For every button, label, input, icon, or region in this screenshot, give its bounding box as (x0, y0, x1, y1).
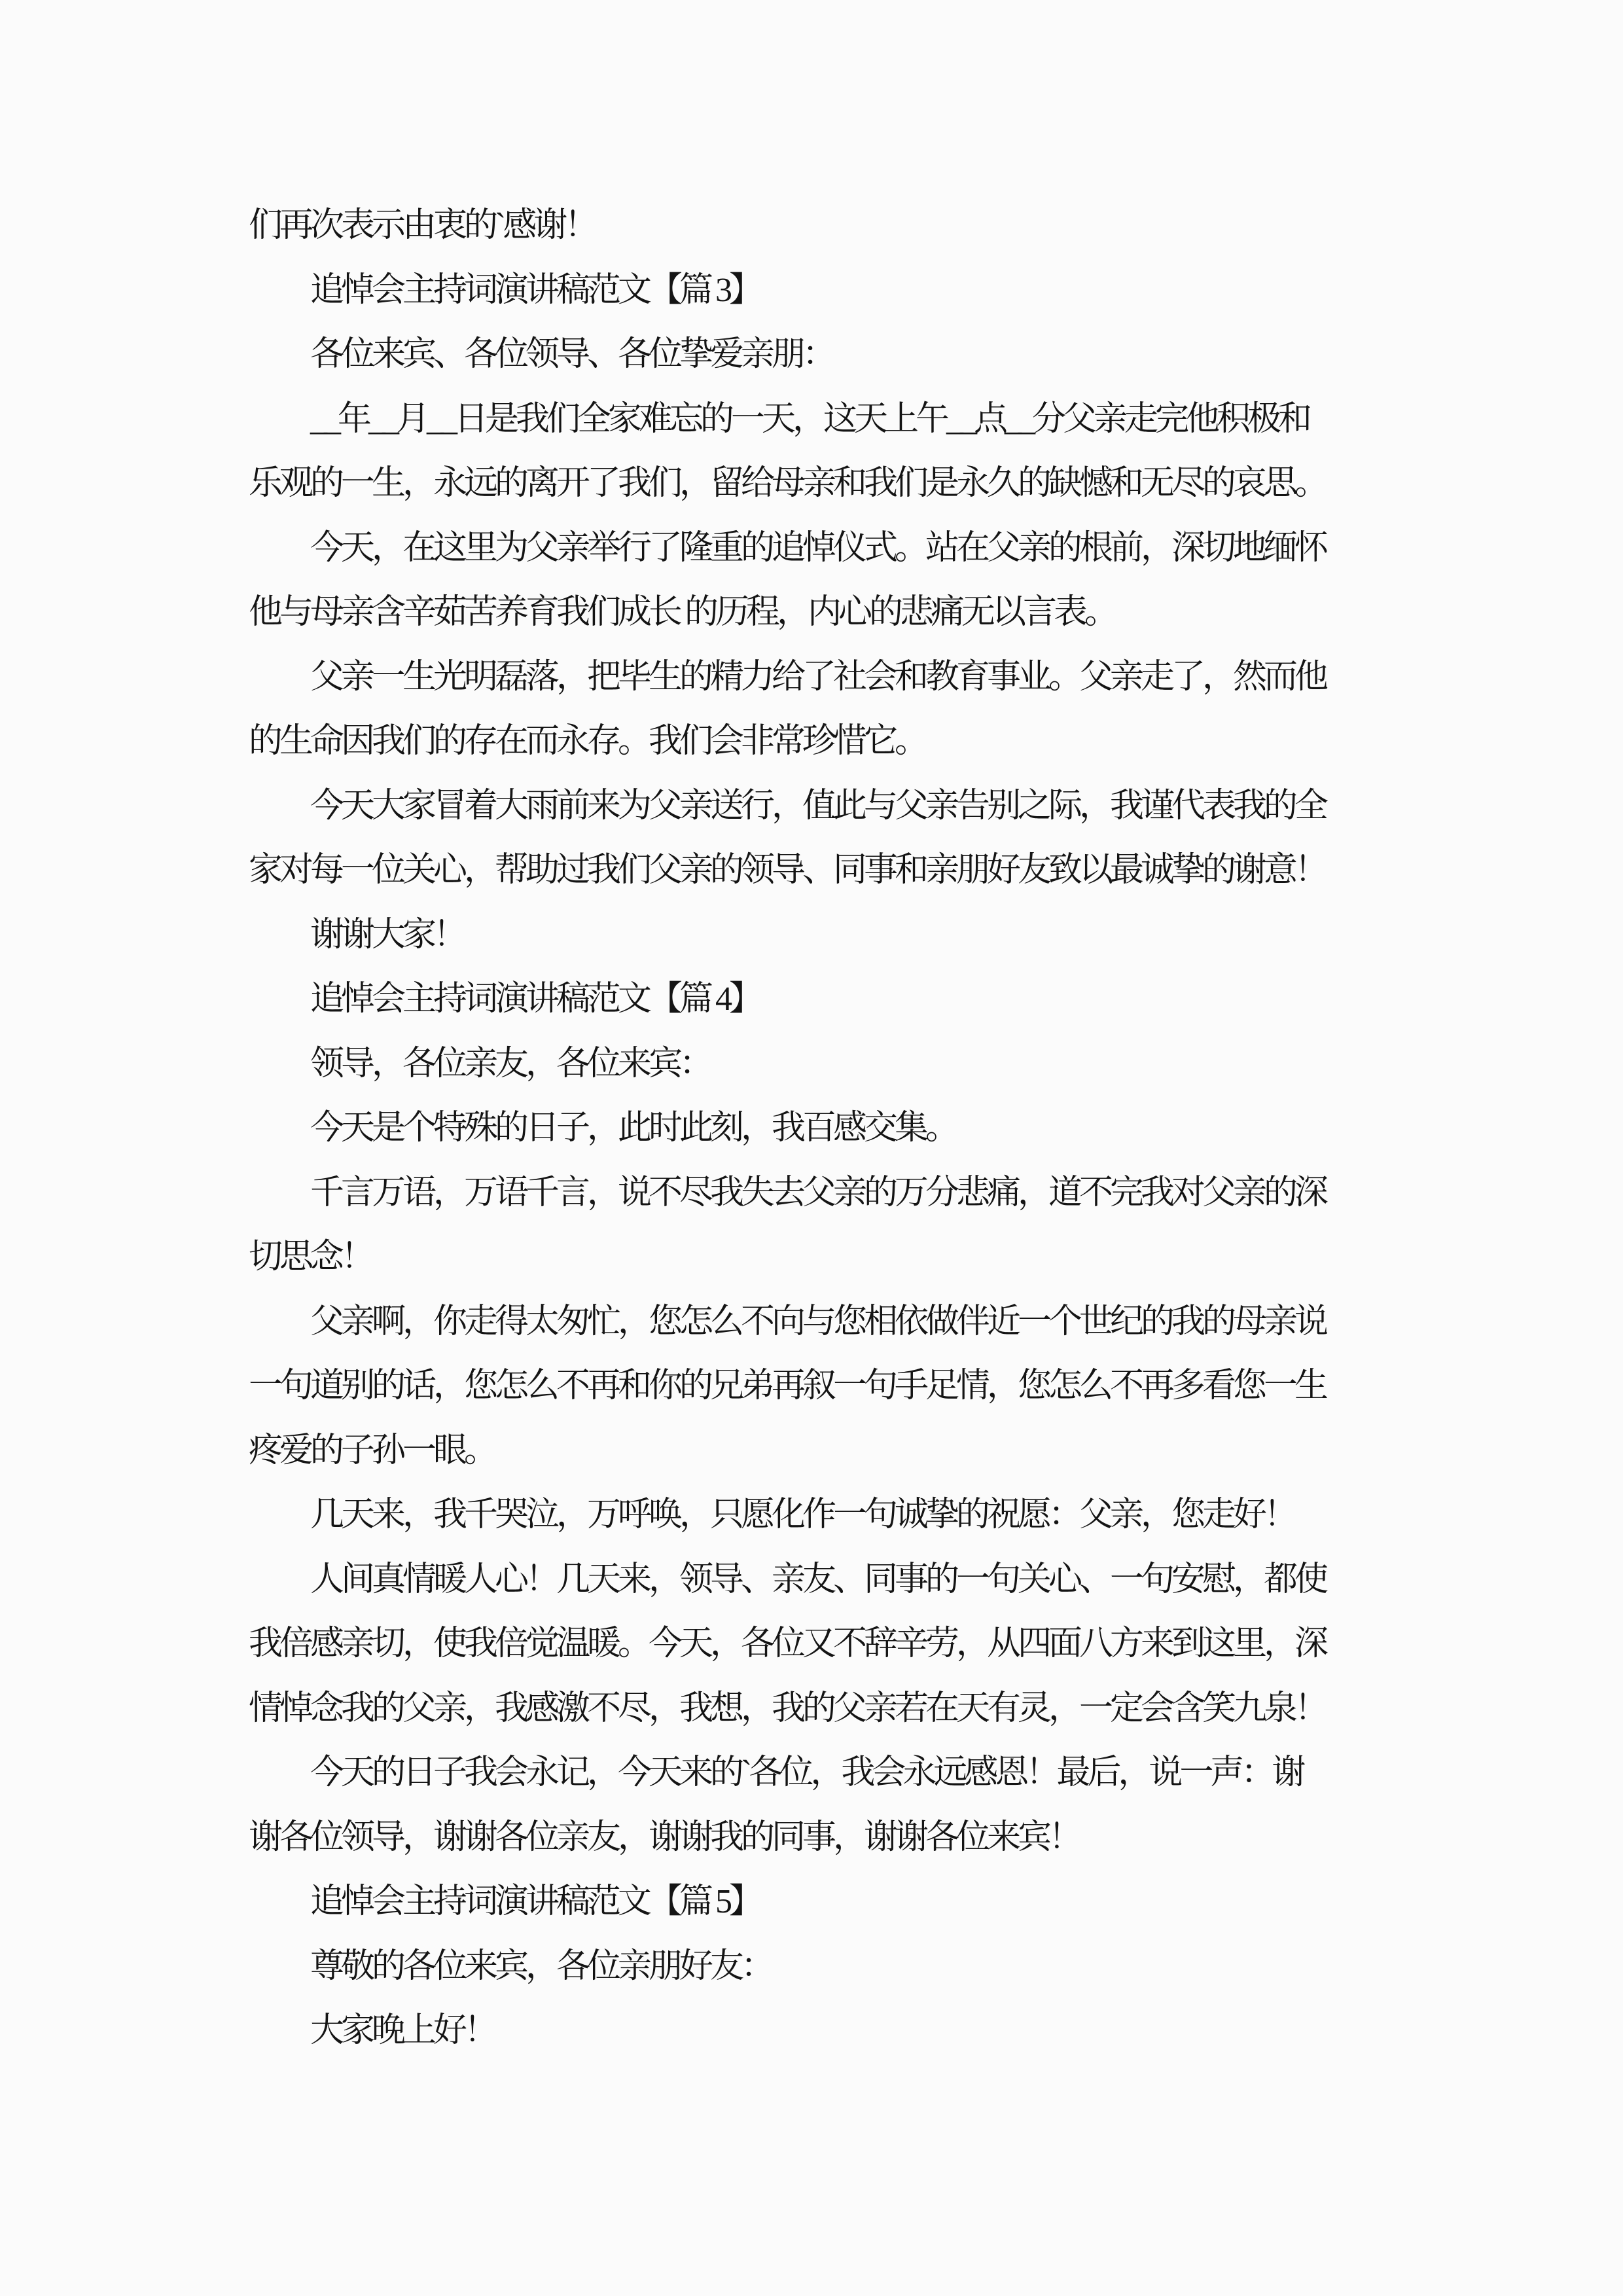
document-body (249, 194, 1414, 2064)
text-line: 领导，各位亲友，各位来宾： (310, 1045, 711, 1083)
section-heading: 追悼会主持词演讲稿范文【篇 4】 (310, 980, 760, 1018)
text-line: 各位来宾、各位领导、各位挚爱亲朋： (310, 336, 834, 373)
text-line: 我倍感亲切，使我倍觉温暖。今天，各位又不辞辛劳，从四面八方来到这里，深 (249, 1625, 1326, 1662)
text-line: 的生命因我们的存在而永存。我们会非常珍惜它。 (249, 723, 926, 760)
text-line: 千言万语，万语千言，说不尽我失去父亲的万分悲痛，道不完我对父亲的深 (310, 1174, 1326, 1211)
text-line: 情悼念我的父亲，我感激不尽，我想，我的父亲若在天有灵，一定会含笑九泉！ (249, 1689, 1326, 1727)
text-line: 几天来，我千哭泣，万呼唤，只愿化作一句诚挚的祝愿：父亲，您走好！ (310, 1496, 1295, 1534)
text-line: 今天的日子我会永记，今天来的`各位，我会永远感恩！最后，说一声：谢 (310, 1754, 1303, 1791)
text-line: 他与母亲含辛茹苦养育我们成长 的历程，内心的悲痛无以言表。 (249, 594, 1116, 631)
text-line: 家对每一位关心，帮助过我们父亲的领导、同事和亲朋好友致以最诚挚的谢意！ (249, 852, 1326, 889)
text-line: 疼爱的子孙一眼。 (249, 1431, 495, 1469)
text-line: 一句道别的话，您怎么不再和你的兄弟再叙一句手足情，您怎么不再多看您一生 (249, 1367, 1326, 1405)
text-line: 今天是个特殊的日子，此时此刻，我百感交集。 (310, 1109, 957, 1147)
text-line: __年__月__日是我们全家难忘的一天，这天上午__点__分父亲走完他积极和 (310, 400, 1310, 438)
text-line: 大家晚上好！ (310, 2012, 495, 2049)
text-line: 今天，在这里为父亲举行了隆重的追悼仪式。站在父亲的根前，深切地缅怀 (310, 529, 1326, 567)
section-heading: 追悼会主持词演讲稿范文【篇 5】 (310, 1883, 760, 1920)
text-line: 们再次表示由衷的`感谢！ (249, 207, 596, 244)
text-line: 谢各位领导，谢谢各位亲友，谢谢我的同事，谢谢各位来宾！ (249, 1818, 1080, 1856)
text-line: 切思念！ (249, 1238, 372, 1276)
section-heading: 追悼会主持词演讲稿范文【篇 3】 (310, 271, 760, 309)
text-line: 父亲啊，你走得太匆忙，您怎么不向与您相依做伴近一个世纪的我的母亲说 (310, 1302, 1326, 1340)
text-line: 谢谢大家！ (310, 916, 465, 954)
text-line: 尊敬的各位来宾，各位亲朋好友： (310, 1947, 772, 1985)
text-line: 今天大家冒着大雨前来为父亲送行，值此与父亲告别之际，我谨代表我的全 (310, 787, 1326, 825)
text-line: 人间真情暖人心！几天来，领导、亲友、同事的一句关心、一句安慰，都使 (310, 1560, 1326, 1598)
text-line: 父亲一生光明磊落，把毕生的精力给了社会和教育事业。父亲走了，然而他 (310, 658, 1326, 696)
text-line: 乐观的一生，永远的离开了我们，留给母亲和我们是永久的缺憾和无尽的哀思。 (249, 465, 1326, 502)
